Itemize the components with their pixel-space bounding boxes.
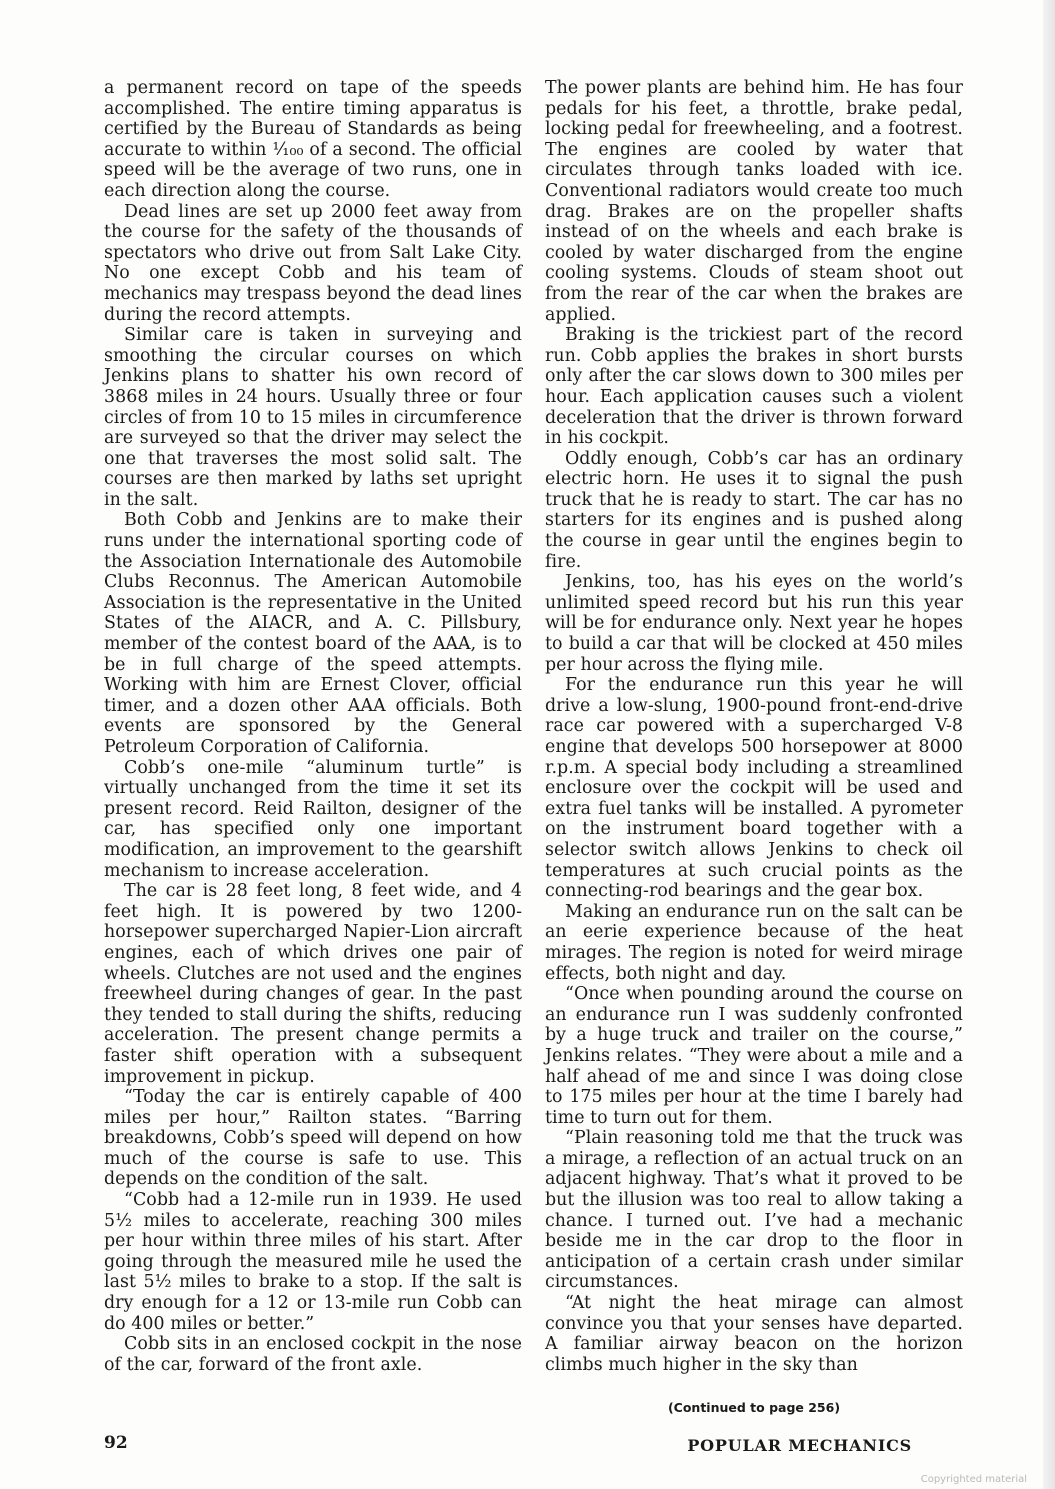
page-edge-shadow (1043, 0, 1055, 1489)
running-foot: POPULAR MECHANICS (687, 1436, 912, 1455)
paragraph: Dead lines are set up 2000 feet away from the course for the safety of the thousands of spectators who drive out from Salt Lake City. No one except Cobb and his team of mechanics may trespass beyond the dead lines during the record attempts. (104, 201, 522, 325)
paragraph: Jenkins, too, has his eyes on the world’s unlimited speed record but his run this year will be for endurance only. Next year he hopes to build a car that will be clocked at 450 miles per hour across the flying mile. (545, 572, 963, 675)
paragraph: “Plain reasoning told me that the truck was a mirage, a reflection of an actual truck on an adjacent highway. That’s what it proved to be but the illusion was too real to allow taking a chance. I turned out. I’ve had a mechanic beside me in the car drop to the floor in anticipation of a certain crash under similar circumstances. (545, 1128, 963, 1293)
paragraph: Oddly enough, Cobb’s car has an ordinary electric horn. He uses it to signal the push truck that he is ready to start. The car has no starters for its engines and is pushed along the course in gear until the engines begin to fire. (545, 448, 963, 572)
paragraph: Cobb’s one-mile “aluminum turtle” is virtually unchanged from the time it set its present record. Reid Railton, designer of the car, has specified only one important modification, an improvement to the gearshift mechanism to increase acceleration. (104, 757, 522, 881)
paragraph: Cobb sits in an enclosed cockpit in the nose of the car, forward of the front axle. (104, 1334, 522, 1375)
paragraph: The car is 28 feet long, 8 feet wide, and 4 feet high. It is powered by two 1200-horsepower supercharged Napier-Lion aircraft engines, each of which drives one pair of wheels. Clutches are not used and the engines freewheel during changes of gear. In the past they tended to stall during the shifts, reducing acceleration. The present change permits a faster shift operation with a subsequent improvement in pickup. (104, 881, 522, 1087)
paragraph: For the endurance run this year he will drive a low-slung, 1900-pound front-end-drive race car powered with a supercharged V-8 engine that develops 500 horsepower at 8000 r.p.m. A special body including a streamlined enclosure over the cockpit will be used and extra fuel tanks will be installed. A pyrometer on the instrument board together with a selector switch allows Jenkins to check oil temperatures at such crucial points as the connecting-rod bearings and the gear box. (545, 675, 963, 902)
paragraph: Making an endurance run on the salt can be an eerie experience because of the heat mirages. The region is noted for weird mirage effects, both night and day. (545, 901, 963, 984)
paragraph: Similar care is taken in surveying and smoothing the circular courses on which Jenkins plans to shatter his own record of 3868 miles in 24 hours. Usually three or four circles of from 10 to 15 miles in circumference are surveyed so that the driver may select the one that traverses the most solid salt. The courses are then marked by laths set upright in the salt. (104, 325, 522, 510)
paragraph: The power plants are behind him. He has four pedals for his feet, a throttle, brake pedal, locking pedal for freewheeling, and a footrest. The engines are cooled by water that circulates through tanks loaded with ice. Conventional radiators would create too much drag. Brakes are on the propeller shafts instead of on the wheels and each brake is cooled by water discharged from the engine cooling systems. Clouds of steam shoot out from the rear of the car when the brakes are applied. (545, 78, 963, 325)
paragraph: “Today the car is entirely capable of 400 miles per hour,” Railton states. “Barring breakdowns, Cobb’s speed will depend on how much of the course is safe to use. This depends on the condition of the salt. (104, 1087, 522, 1190)
left-column (104, 78, 522, 1375)
paragraph: Braking is the trickiest part of the record run. Cobb applies the brakes in short bursts only after the car slows down to 300 miles per hour. Each application causes such a violent deceleration that the driver is thrown forward in his cockpit. (545, 325, 963, 449)
paragraph: “Once when pounding around the course on an endurance run I was suddenly confronted by a huge truck and trailer on the course,” Jenkins relates. “They were about a mile and a half ahead of me and since I was doing close to 175 miles per hour at the time I barely had time to turn out for them. (545, 984, 963, 1128)
paragraph: “Cobb had a 12-mile run in 1939. He used 5½ miles to accelerate, reaching 300 miles per hour within three miles of his start. After going through the measured mile he used the last 5½ miles to brake to a stop. If the salt is dry enough for a 12 or 13-mile run Cobb can do 400 miles or better.” (104, 1190, 522, 1334)
right-column (545, 78, 963, 1375)
continued-note: (Continued to page 256) (667, 1400, 841, 1415)
page-number: 92 (104, 1433, 128, 1453)
paragraph: a permanent record on tape of the speeds accomplished. The entire timing apparatus is certified by the Bureau of Standards as being accurate to within ¹⁄₁₀₀ of a second. The official speed will be the average of two runs, one in each direction along the course. (104, 78, 522, 201)
paragraph: “At night the heat mirage can almost convince you that your senses have departed. A familiar airway beacon on the horizon climbs much higher in the sky than (545, 1293, 963, 1375)
copyright-watermark: Copyrighted material (920, 1474, 1027, 1485)
paragraph: Both Cobb and Jenkins are to make their runs under the international sporting code of the Association Internationale des Automobile Clubs Reconnus. The American Automobile Association is the representative in the United States of the AIACR, and A. C. Pillsbury, member of the contest board of the AAA, is to be in full charge of the speed attempts. Working with him are Ernest Clover, official timer, and a dozen other AAA officials. Both events are sponsored by the General Petroleum Corporation of California. (104, 510, 522, 757)
